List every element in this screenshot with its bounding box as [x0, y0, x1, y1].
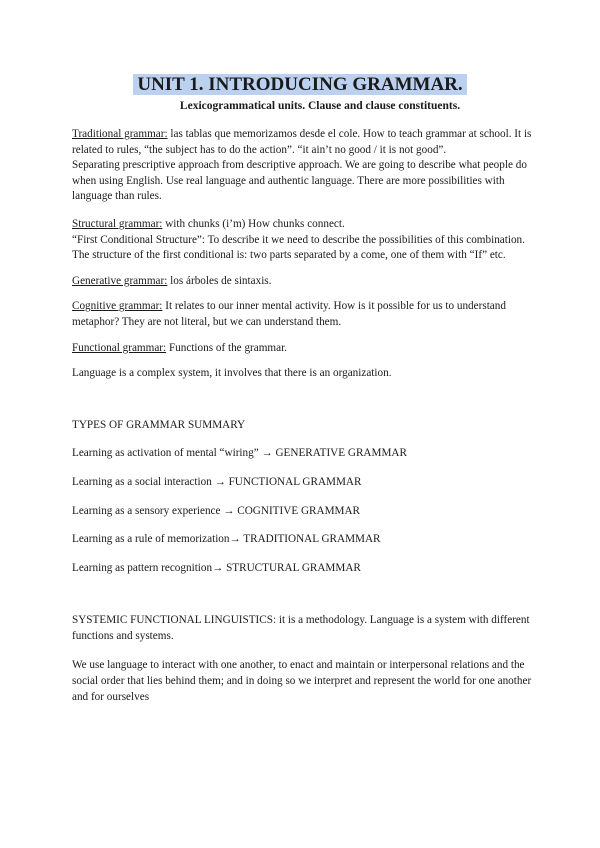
functional-grammar-paragraph [72, 341, 534, 357]
functional-grammar-text: Functions of the grammar. [166, 341, 288, 354]
traditional-grammar-paragraph [72, 127, 534, 158]
cognitive-grammar-term: Cognitive grammar: [72, 300, 163, 313]
document-body [72, 127, 534, 705]
traditional-grammar-text: las tablas que memorizamos desde el cole. How to teach grammar at school. It is related to rules, “the subject has to do the action”. “it ain’t no good / it is not good”. [72, 128, 532, 156]
first-conditional-paragraph: “First Conditional Structure”: To describe it we need to describe the possibilities of this combination. The structure of the first conditional is: two parts separated by a come, one of them with “If” etc. [72, 233, 525, 262]
summary-heading: TYPES OF GRAMMAR SUMMARY [72, 418, 246, 431]
structural-grammar-text: with chunks (i’m) How chunks connect. [162, 217, 345, 230]
cognitive-grammar-paragraph [72, 299, 534, 330]
generative-grammar-paragraph [72, 274, 534, 290]
sfl-paragraph: SYSTEMIC FUNCTIONAL LINGUISTICS: it is a methodology. Language is a system with different functions and systems. [72, 614, 530, 642]
page-title: UNIT 1. INTRODUCING GRAMMAR. [133, 74, 466, 95]
structural-grammar-term: Structural grammar: [72, 217, 163, 230]
page-subtitle: Lexicogrammatical units. Clause and clause constituents. [179, 100, 461, 112]
sfl-quote-paragraph: We use language to interact with one another, to enact and maintain or interpersonal relations and the social order that lies behind them; and in doing so we interpret and represent the world for one another and for ourselves [72, 659, 532, 703]
title-line [0, 74, 600, 97]
summary-item: Learning as a rule of memorization→ TRADITIONAL GRAMMAR [72, 533, 381, 546]
summary-item: Learning as pattern recognition→ STRUCTURAL GRAMMAR [72, 561, 361, 574]
summary-item: Learning as activation of mental “wiring” → GENERATIVE GRAMMAR [72, 447, 407, 460]
summary-item: Learning as a sensory experience → COGNITIVE GRAMMAR [72, 504, 361, 517]
complex-system-paragraph: Language is a complex system, it involves that there is an organization. [72, 367, 392, 380]
structural-grammar-paragraph [72, 217, 534, 233]
prescriptive-paragraph: Separating prescriptive approach from descriptive approach. We are going to describe what people do when using English. Use real language and authentic language. There are more possibilities with language than rules. [72, 159, 527, 203]
generative-grammar-text: los árboles de sintaxis. [167, 274, 272, 287]
summary-item: Learning as a social interaction → FUNCTIONAL GRAMMAR [72, 475, 362, 488]
cognitive-grammar-text: It relates to our inner mental activity. How is it possible for us to understand metaphor? They are not literal, but we can understand them. [72, 300, 506, 328]
traditional-grammar-term: Traditional grammar: [72, 128, 168, 140]
functional-grammar-term: Functional grammar: [72, 341, 167, 354]
generative-grammar-term: Generative grammar: [72, 274, 168, 287]
